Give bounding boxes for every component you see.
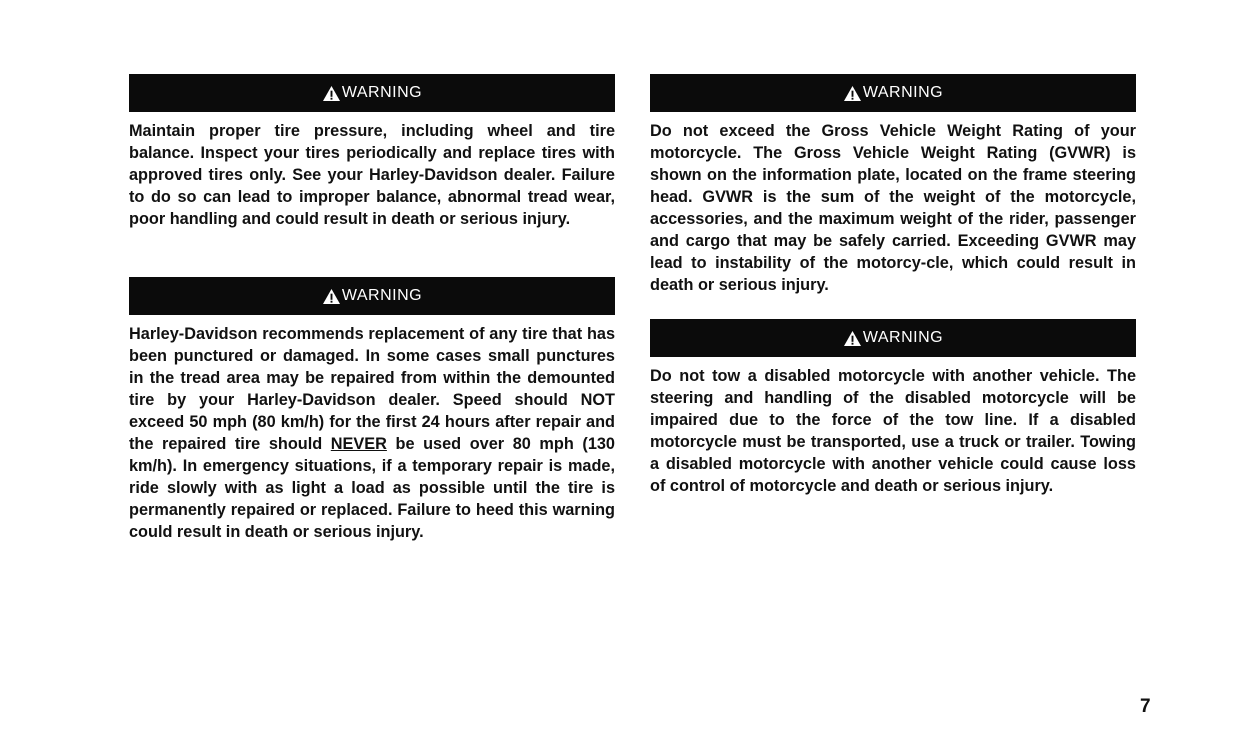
warning-label: WARNING [341,287,423,304]
warning-triangle-icon [322,85,341,102]
warning-label: WARNING [341,84,423,101]
warning-text: Do not exceed the Gross Vehicle Weight Rating of your motorcycle. The Gross Vehicle Weight Rating (GVWR) is shown on the information plate, located on the frame steering head. GVWR is the sum of the weight of the motorcycle, accessories, and the maximum weight of the rider, passenger and cargo that may be safely carried. Exceeding GVWR may lead to instability of the motorcy-cle, which could result in death or serious injury. [650,122,1136,294]
warning-label: WARNING [862,329,944,346]
warning-triangle-icon [322,288,341,305]
warning-header [129,277,615,315]
warning-text [129,323,615,543]
warning-text-part: be used over 80 mph (130 km/h). In emergency situations, if a temporary repair is made, ride slowly with as light a load as possible until the tire is permanently repaired or replaced. Failure to heed this warning could result in death or serious injury. [129,435,615,541]
warning-tire-pressure [129,74,615,230]
warning-emphasis: NEVER [330,435,387,453]
page-number: 7 [1140,696,1151,717]
warning-towing [650,319,1136,497]
warning-gvwr [650,74,1136,296]
warning-header [650,74,1136,112]
warning-header [650,319,1136,357]
warning-text: Do not tow a disabled motorcycle with another vehicle. The steering and handling of the disabled motorcycle will be impaired due to the force of the tow line. If a disabled motorcycle must be transported, use a truck or trailer. Towing a disabled motorcycle with another vehicle could cause loss of control of motorcycle and death or serious injury. [650,367,1136,495]
warning-text-part: Harley-Davidson recommends replacement of any tire that has been punctured or damaged. In some cases small punctures in the tread area may be repaired from within the demounted tire by your Harley-Davidson dealer. Speed should NOT exceed 50 mph (80 km/h) for the first 24 hours after repair and the repaired tire should [129,325,615,453]
warning-triangle-icon [843,85,862,102]
warning-header [129,74,615,112]
warning-triangle-icon [843,330,862,347]
warning-text: Maintain proper tire pressure, including wheel and tire balance. Inspect your tires periodically and replace tires with approved tires only. See your Harley-Davidson dealer. Failure to do so can lead to improper balance, abnormal tread wear, poor handling and could result in death or serious injury. [129,122,615,228]
warning-tire-puncture [129,277,615,543]
warning-label: WARNING [862,84,944,101]
